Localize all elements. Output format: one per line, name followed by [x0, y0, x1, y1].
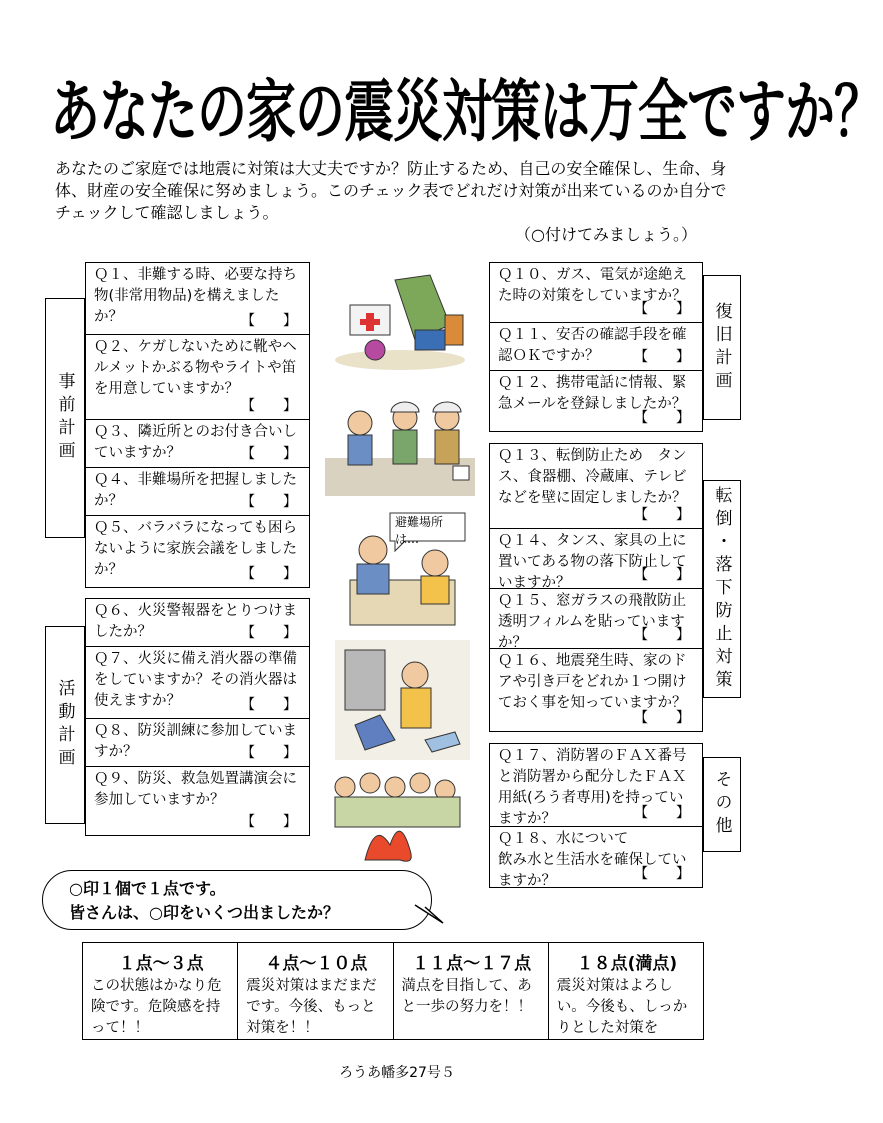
question-q5[interactable]: Ｑ５、バラバラになっても困らないように家族会議をしましたか？ 【 】	[94, 520, 297, 582]
question-q18[interactable]: Ｑ１８、水について 飲み水と生活水を確保していますか？ 【 】	[498, 831, 690, 889]
question-q17[interactable]: Ｑ１７、消防署のＦＡＸ番号と消防署から配分したＦＡＸ用紙(ろう者専用)を持っていますか？ 【 】	[490, 744, 702, 827]
score-col-2	[238, 943, 393, 1039]
score-text: この状態はかなり危険です。危険感を持って！！	[91, 978, 222, 1036]
score-range: ４点～１０点	[265, 954, 368, 974]
speech-line-2: 皆さんは、○印をいくつ出ましたか？	[69, 903, 339, 922]
score-col-1	[83, 943, 238, 1039]
question-q6[interactable]: Ｑ６、火災警報器をとりつけましたか？ 【 】	[86, 599, 309, 647]
question-q16[interactable]: Ｑ１６、地震発生時、家のドアや引き戸をどれか１つ開けておく事を知っていますか？ 【 】	[498, 653, 690, 726]
checklist-recovery	[489, 262, 703, 432]
evacuation-sign: 避難場所は…	[395, 515, 444, 546]
score-range: １点～３点	[118, 954, 204, 974]
score-range: １１点～１７点	[412, 954, 532, 974]
neighbors-rescue-illustration	[325, 388, 475, 496]
question-q2[interactable]: Ｑ２、ケガしないために靴やヘルメットかぶる物やライトや笛を用意していますか？ 【 】	[86, 335, 309, 420]
question-q1[interactable]: Ｑ１、非難する時、必要な持ち物(非常用物品)を構えましたか？ 【 】	[86, 263, 309, 335]
speech-tail	[415, 905, 445, 927]
drill-lecture-illustration	[325, 765, 475, 865]
question-q14[interactable]: Ｑ１４、タンス、家具の上に置いてある物の落下防止していますか？ 【 】	[490, 529, 702, 589]
category-fall-label: 転倒・落下防止対策	[703, 480, 741, 698]
score-col-3	[394, 943, 549, 1039]
score-col-4	[549, 943, 703, 1039]
checklist-fall-prevention	[489, 443, 703, 732]
question-q12[interactable]: Ｑ１２、携帯電話に情報、緊急メールを登録しましたか？ 【 】	[498, 375, 690, 426]
page-title: あなたの家の震災対策は万全ですか？	[50, 72, 883, 152]
scoring-speech-bubble	[42, 870, 432, 930]
page-footer: ろうあ幡多27号５	[339, 1065, 455, 1081]
intro-text: あなたのご家庭では地震に対策は大丈夫ですか？防止するため、自己の安全確保し、生命、身体、財産の安全確保に努めましょう。このチェック表でどれだけ対策が出来ているのか自分でチェックして確認しましょう。	[55, 159, 727, 222]
checklist-other	[489, 743, 703, 888]
checklist-action	[85, 598, 310, 836]
question-q7[interactable]: Ｑ７、火災に備え消火器の準備をしていますか？その消火器は使えますか？ 【 】	[86, 647, 309, 719]
category-action-label: 活動計画	[45, 626, 85, 824]
score-text: 震災対策はよろしい。今後も、しっかりとした対策を	[556, 978, 688, 1036]
question-q15[interactable]: Ｑ１５、窓ガラスの飛散防止透明フィルムを貼っていますか？ 【 】	[490, 589, 702, 649]
category-other-label: その他	[703, 757, 741, 852]
question-q10[interactable]: Ｑ１０、ガス、電気が途絶えた時の対策をしていますか？ 【 】	[490, 263, 702, 323]
score-range: １８点(満点)	[576, 954, 678, 974]
checklist-prep	[85, 262, 310, 588]
category-recovery-label: 復旧計画	[703, 275, 741, 420]
question-q3[interactable]: Ｑ３、隣近所とのお付き合いしていますか？ 【 】	[86, 420, 309, 468]
score-text: 震災対策はまだまだです。今後、もっと対策を！！	[246, 978, 377, 1036]
emergency-supplies-illustration	[330, 265, 470, 375]
speech-line-1: ○印１個で１点です。	[69, 879, 226, 898]
category-prep-label: 事前計画	[45, 298, 85, 538]
question-q9[interactable]: Ｑ９、防災、救急処置講演会に参加していますか？ 【 】	[94, 771, 297, 830]
question-q11[interactable]: Ｑ１１、安否の確認手段を確認ＯＫですか？ 【 】	[490, 323, 702, 371]
question-q4[interactable]: Ｑ４、非難場所を把握しましたか？ 【 】	[86, 468, 309, 516]
score-table	[82, 942, 704, 1040]
question-q13[interactable]: Ｑ１３、転倒防止ため タンス、食器棚、冷蔵庫、テレビなどを壁に固定しましたか？ 【 】	[490, 444, 702, 529]
fire-safety-illustration	[335, 640, 470, 760]
score-text: 満点を目指して、あと一歩の努力を！！	[401, 978, 532, 1015]
question-q8[interactable]: Ｑ８、防災訓練に参加していますか？ 【 】	[86, 719, 309, 767]
intro-note: （○付けてみましょう。）	[515, 225, 697, 244]
